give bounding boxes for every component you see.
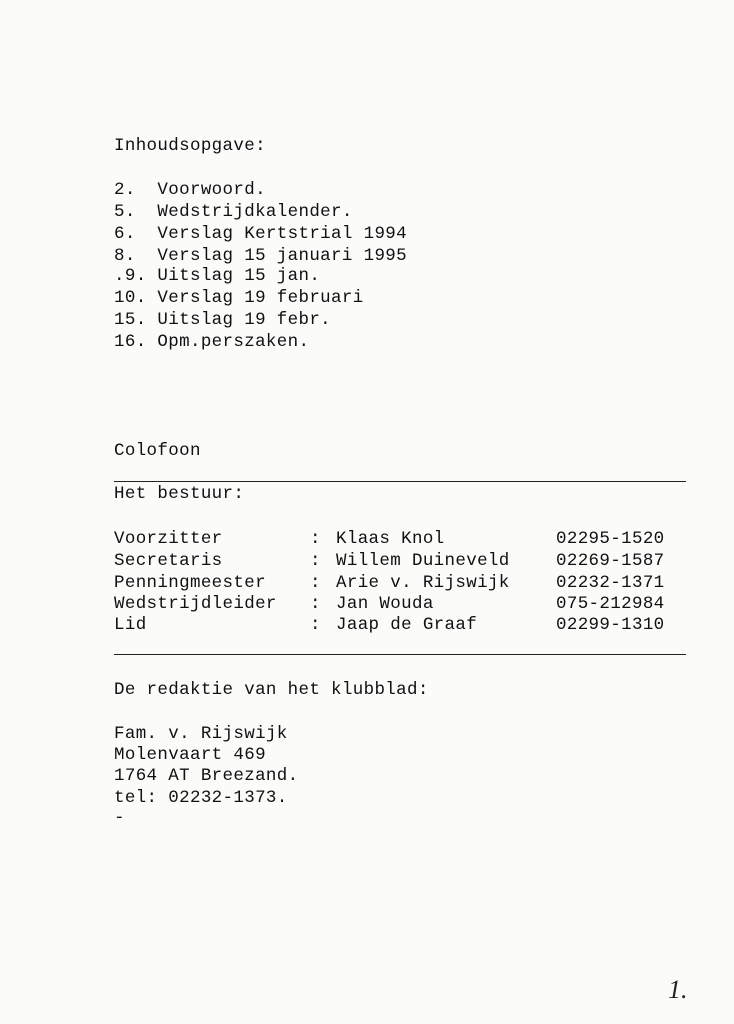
toc-item: 16. Opm.perszaken. [114, 332, 310, 352]
board-name: Jan Wouda [336, 594, 434, 614]
board-phone: 02232-1371 [556, 573, 665, 593]
toc-item: .9. Uitslag 15 jan. [114, 266, 321, 286]
divider [114, 654, 686, 655]
board-phone: 02295-1520 [556, 529, 665, 549]
board-phone: 02269-1587 [556, 551, 665, 571]
board-colon: : [310, 529, 321, 549]
page-number: 1. [668, 975, 688, 1004]
redactie-heading: De redaktie van het klubblad: [114, 680, 429, 700]
board-role: Voorzitter [114, 529, 223, 549]
board-name: Arie v. Rijswijk [336, 573, 510, 593]
board-role: Penningmeester [114, 573, 266, 593]
board-colon: : [310, 573, 321, 593]
toc-item: 10. Verslag 19 februari [114, 288, 364, 308]
address-line: Fam. v. Rijswijk [114, 724, 288, 744]
board-phone: 075-212984 [556, 594, 665, 614]
toc-item: 2. Voorwoord. [114, 180, 266, 200]
toc-item: 6. Verslag Kertstrial 1994 [114, 224, 407, 244]
board-colon: : [310, 551, 321, 571]
board-role: Wedstrijdleider [114, 594, 277, 614]
board-name: Klaas Knol [336, 529, 445, 549]
address-line: tel: 02232-1373. [114, 788, 288, 808]
board-role: Lid [114, 615, 147, 635]
toc-item: 8. Verslag 15 januari 1995 [114, 246, 407, 266]
trailing-dash: - [114, 808, 125, 828]
board-role: Secretaris [114, 551, 223, 571]
toc-item: 15. Uitslag 19 febr. [114, 310, 332, 330]
divider [114, 481, 686, 482]
colofon-heading: Colofoon [114, 441, 201, 461]
toc-item: 5. Wedstrijdkalender. [114, 202, 353, 222]
board-name: Willem Duineveld [336, 551, 510, 571]
board-colon: : [310, 615, 321, 635]
board-phone: 02299-1310 [556, 615, 665, 635]
address-line: Molenvaart 469 [114, 745, 266, 765]
toc-heading: Inhoudsopgave: [114, 136, 266, 156]
board-name: Jaap de Graaf [336, 615, 478, 635]
board-colon: : [310, 594, 321, 614]
board-heading: Het bestuur: [114, 484, 245, 504]
address-line: 1764 AT Breezand. [114, 766, 299, 786]
